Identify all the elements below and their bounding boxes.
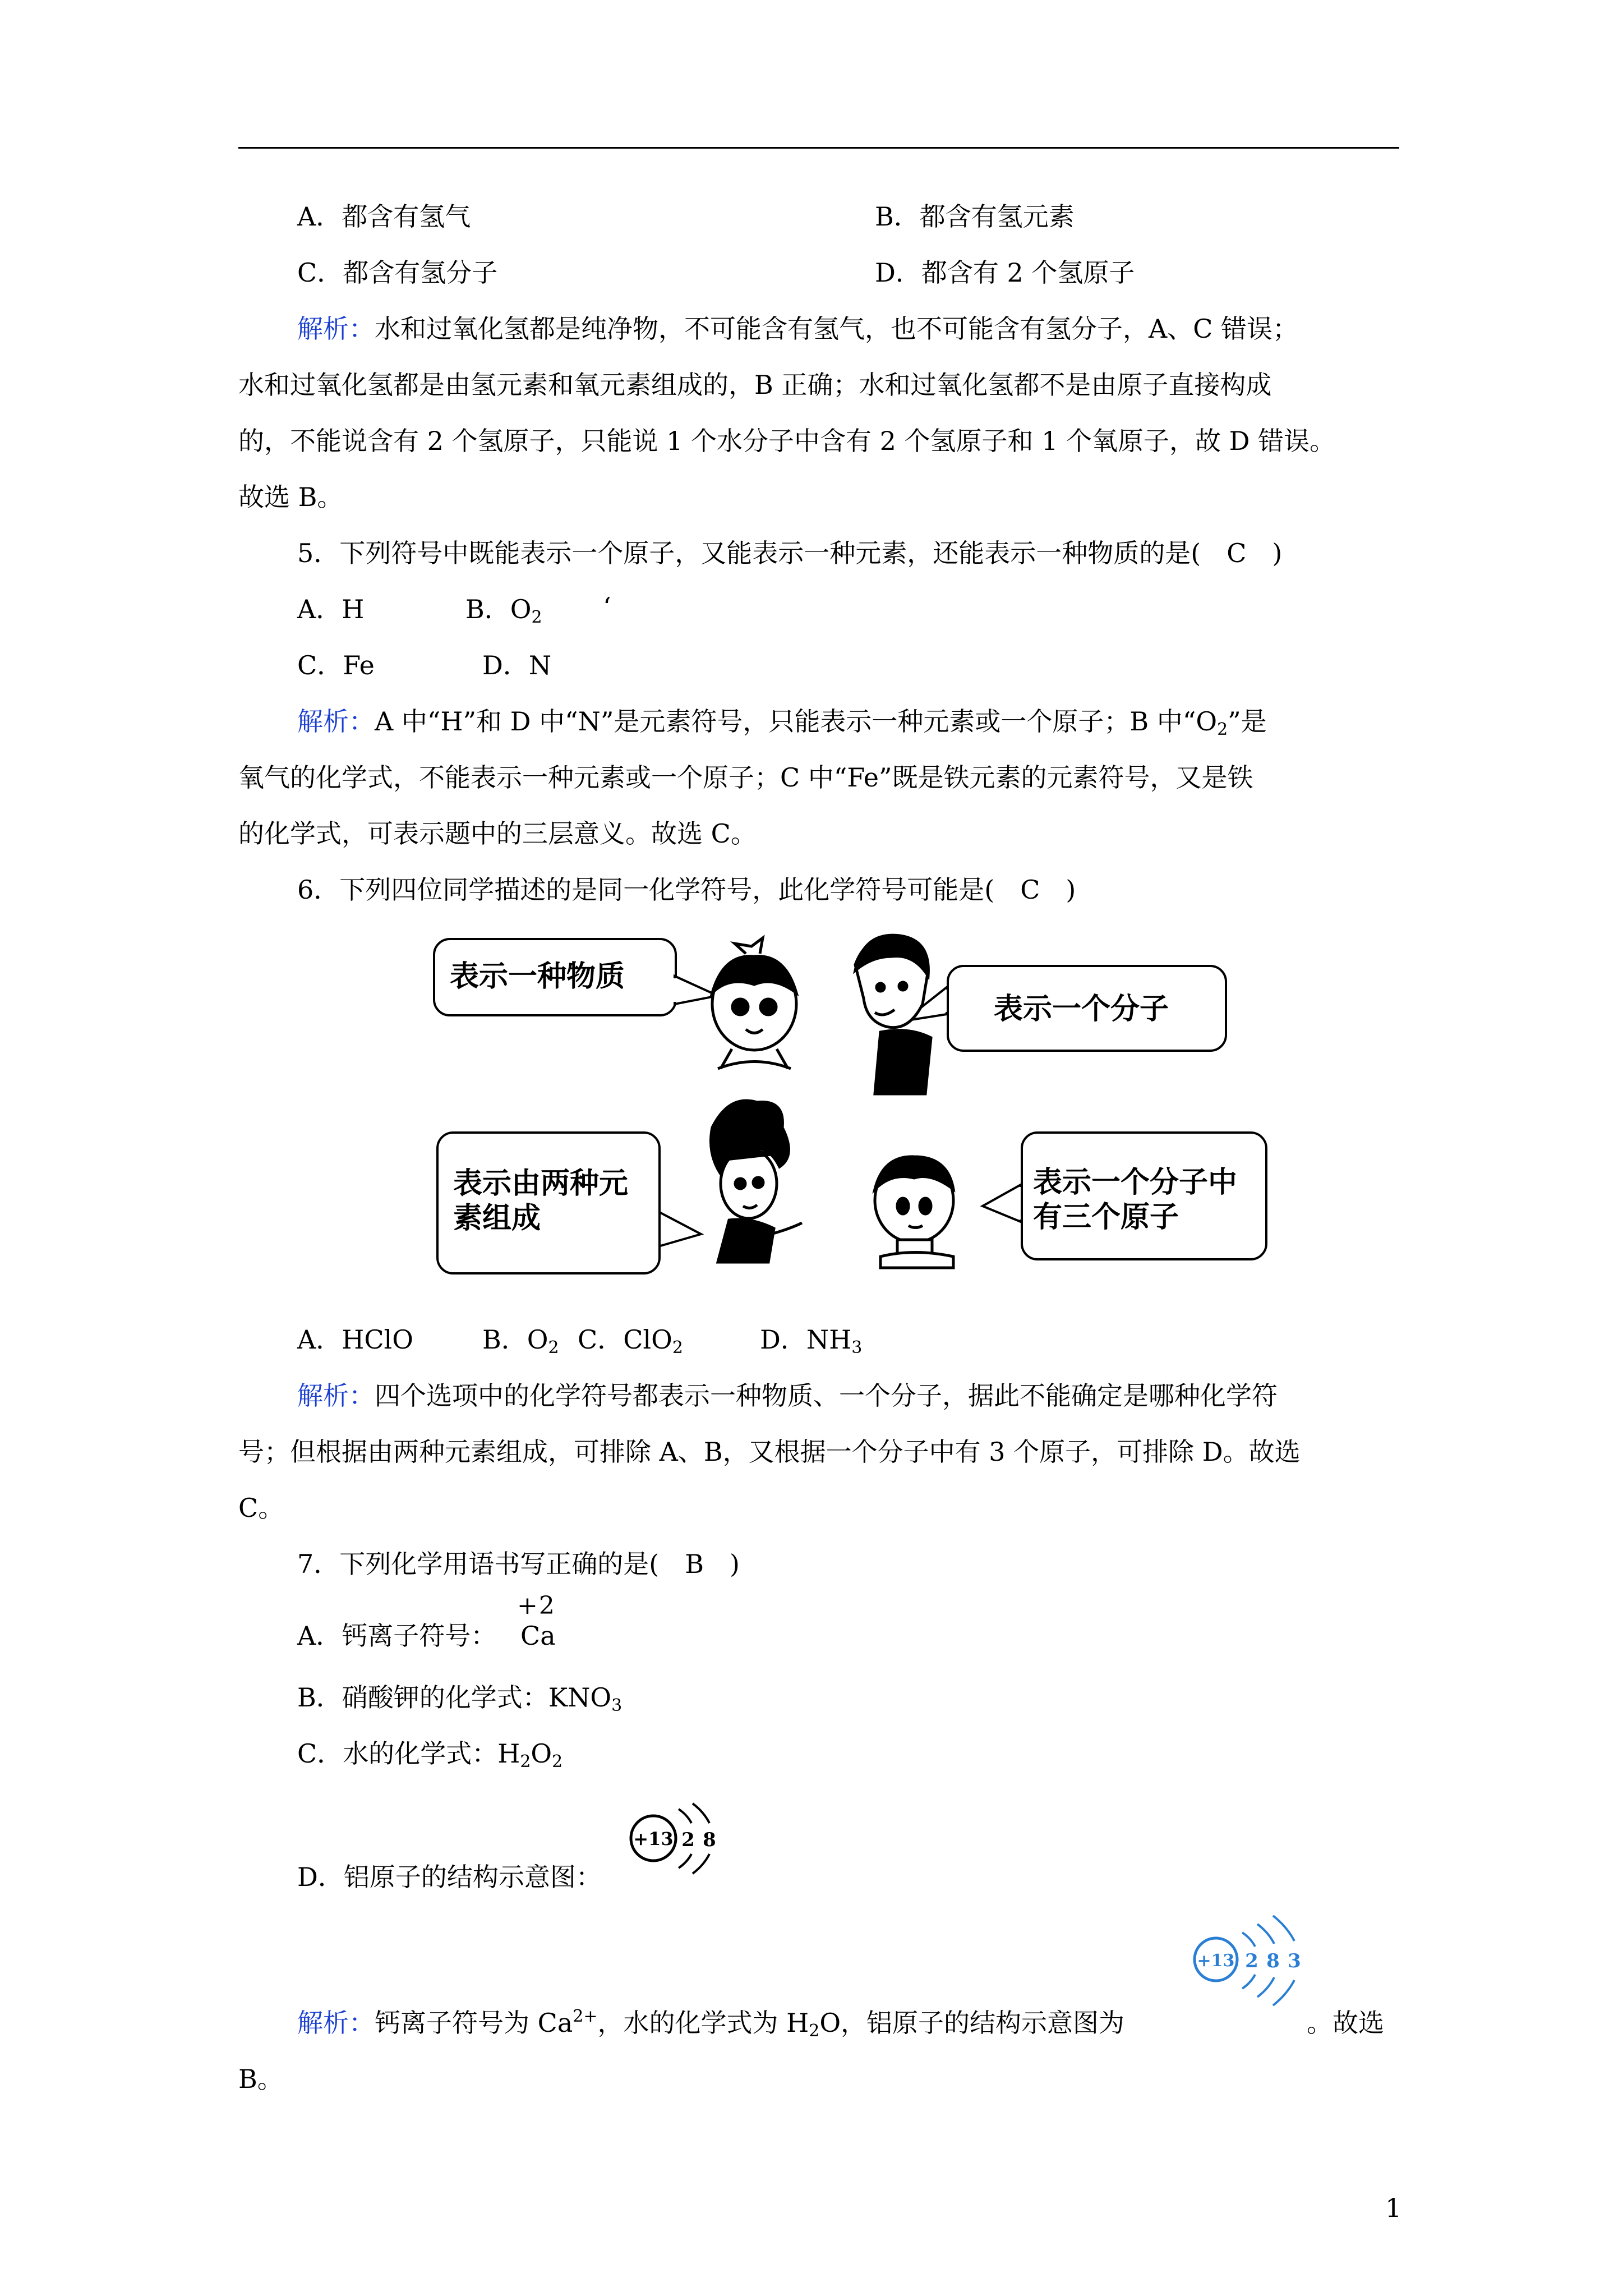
q4-explanation-line4: 故选 B。 xyxy=(238,482,343,512)
boy-character-2 xyxy=(875,1157,953,1268)
q6-explanation-line2: 号；但根据由两种元素组成，可排除 A、B，又根据一个分子中有 3 个原子，可排除 D。故选 xyxy=(238,1437,1301,1467)
q5-stray-mark: ‘ xyxy=(603,592,611,622)
page-number: 1 xyxy=(1385,2193,1402,2223)
aluminum-atom-diagram-wrong xyxy=(625,1803,726,1882)
q5-option-a: A．H xyxy=(297,594,365,624)
shell-2-count: 8 xyxy=(1266,1950,1280,1972)
q6-option-b: B．$O_2$ xyxy=(482,1324,559,1358)
girl-character-1 xyxy=(712,938,796,1069)
q5-option-b: B．$O_2$ xyxy=(465,594,542,627)
q6-explanation-line1: 解析：四个选项中的化学符号都表示一种物质、一个分子，据此不能确定是哪种化学符 xyxy=(297,1381,1278,1411)
q4-option-c: C．都含有氢分子 xyxy=(297,257,498,288)
q5-option-c: C．Fe xyxy=(297,650,375,680)
q7-explanation-line2: B。 xyxy=(238,2064,283,2094)
q7-option-a: A．钙离子符号： xyxy=(297,1621,497,1651)
q7-option-c: C．水的化学式：$H_2O_2$ xyxy=(297,1738,563,1772)
q5-explanation-line3: 的化学式，可表示题中的三层意义。故选 C。 xyxy=(238,818,757,849)
q4-explanation-line1: 解析：水和过氧化氢都是纯净物，不可能含有氢气，也不可能含有氢分子，A、C 错误； xyxy=(297,314,1299,344)
q4-explanation-line2: 水和过氧化氢都是由氢元素和氧元素组成的，B 正确；水和过氧化氢都不是由原子直接构成 xyxy=(238,370,1272,400)
nucleus-label: +13 xyxy=(1197,1951,1235,1971)
q7-option-b: B．硝酸钾的化学式：$KNO_3$ xyxy=(297,1682,623,1715)
q6-option-a: A．HClO xyxy=(297,1324,413,1355)
q5-stem: 5．下列符号中既能表示一个原子，又能表示一种元素，还能表示一种物质的是( C ) xyxy=(297,538,1283,568)
q7-explanation-end: 。故选 xyxy=(1307,2008,1384,2038)
q5-explanation-line1: 解析：A 中“H”和 D 中“N”是元素符号，只能表示一种元素或一个原子；B 中“$O_2$”是 xyxy=(297,706,1267,739)
q5-explanation-line2: 氧气的化学式，不能表示一种元素或一个原子；C 中“Fe”既是铁元素的元素符号，又是铁 xyxy=(238,762,1253,793)
q6-option-c: C．ClO$_2$ xyxy=(578,1324,683,1358)
nucleus-label: +13 xyxy=(633,1828,674,1849)
q4-option-a: A．都含有氢气 xyxy=(297,201,471,232)
speech-bubble-4: 表示一个分子中 有三个原子 xyxy=(1021,1131,1267,1260)
girl-character-2 xyxy=(711,1101,803,1262)
shell-1-count: 2 xyxy=(681,1829,695,1851)
speech-bubble-2: 表示一个分子 xyxy=(947,965,1227,1052)
aluminum-atom-diagram-correct xyxy=(1189,1916,1312,2011)
q7-option-a-symbol: Ca xyxy=(520,1621,556,1651)
q6-explanation-line3: C。 xyxy=(238,1493,284,1523)
q7-explanation-line1: 解析：钙离子符号为 $Ca^{2+}$，水的化学式为 $H_2O$，铝原子的结构示意图为 xyxy=(297,2007,1125,2041)
q4-option-d: D．都含有 2 个氢原子 xyxy=(875,257,1135,288)
q4-explanation-line3: 的，不能说含有 2 个氢原子，只能说 1 个水分子中含有 2 个氢原子和 1 个氧原子，故 D 错误。 xyxy=(238,426,1336,456)
q5-option-d: D．N xyxy=(482,650,552,680)
q6-option-d: D．$NH_3$ xyxy=(760,1324,863,1358)
shell-3-count: 3 xyxy=(1288,1950,1301,1972)
q7-stem: 7．下列化学用语书写正确的是( B ) xyxy=(297,1549,740,1579)
q6-stem: 6．下列四位同学描述的是同一化学符号，此化学符号可能是( C ) xyxy=(297,875,1076,905)
shell-1-count: 2 xyxy=(1245,1950,1258,1972)
shell-2-count: 8 xyxy=(703,1829,716,1851)
speech-bubble-3: 表示由两种元 素组成 xyxy=(436,1131,661,1274)
q7-option-a-charge: +2 xyxy=(517,1591,556,1620)
explanation-label: 解析： xyxy=(297,314,375,344)
q7-option-d: D．铝原子的结构示意图： xyxy=(297,1862,602,1892)
q4-option-b: B．都含有氢元素 xyxy=(875,201,1075,232)
speech-bubble-1: 表示一种物质 xyxy=(433,938,677,1016)
